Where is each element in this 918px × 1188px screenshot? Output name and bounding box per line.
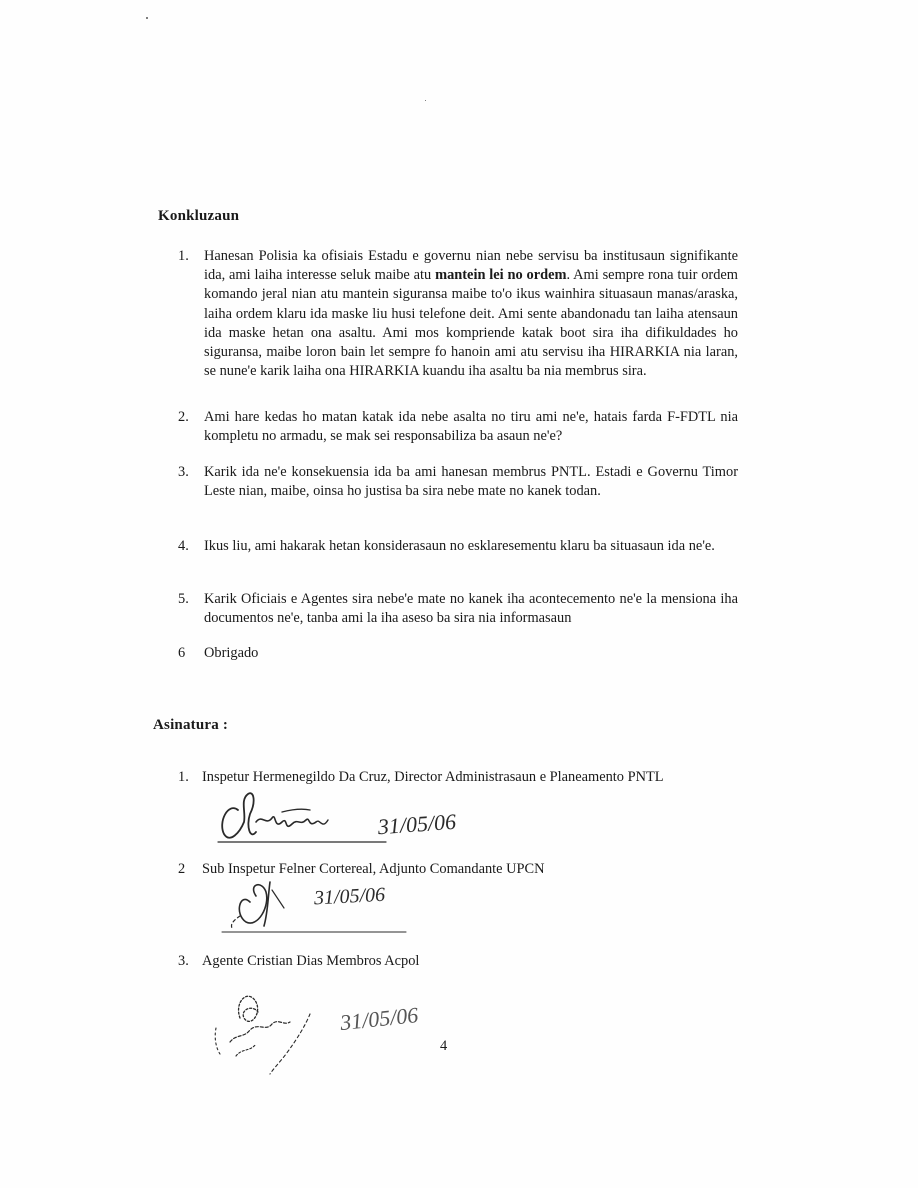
handwritten-signature — [210, 862, 470, 938]
signatory-number: 3. — [178, 953, 189, 969]
item-number: 4. — [178, 538, 189, 554]
emphasis-text: mantein lei no ordem — [435, 267, 567, 284]
signatures-heading: Asinatura : — [153, 717, 229, 733]
conclusion-item — [178, 247, 738, 381]
conclusion-item — [178, 463, 738, 501]
item-number: 2. — [178, 409, 189, 425]
item-text: Obrigado — [204, 645, 259, 661]
item-text: Karik ida ne'e konsekuensia ida ba ami hanesan membrus PNTL. Estadi e Governu Timor Leste nian, maibe, oinsa ho justisa ba sira nebe mate no kanek todan. — [204, 464, 738, 500]
signatory-number: 2 — [178, 861, 186, 877]
conclusion-item — [178, 590, 738, 628]
item-number: 6 — [178, 645, 186, 661]
item-number: 1. — [178, 248, 189, 264]
item-text: Karik Oficiais e Agentes sira nebe'e mate no kanek iha acontecemento ne'e la mensiona iha documentos ne'e, tanba ami la iha aseso ba sira nia informasaun — [204, 591, 738, 627]
handwritten-signature — [210, 782, 520, 852]
signature-date: 31/05/06 — [338, 1002, 420, 1036]
signature-date: 31/05/06 — [377, 808, 457, 840]
item-number: 3. — [178, 464, 189, 480]
signatory-line — [178, 952, 419, 971]
signatory-name: Agente Cristian Dias Membros Acpol — [202, 953, 420, 969]
item-text: Ami hare kedas ho matan katak ida nebe asalta no tiru ami ne'e, hatais farda F-FDTL nia kompletu no armadu, se mak sei responsabiliza ba asaun ne'e? — [204, 409, 738, 445]
page-number: 4 — [440, 1038, 448, 1054]
scan-speck — [146, 17, 148, 19]
conclusion-heading: Konkluzaun — [158, 208, 240, 224]
item-number: 5. — [178, 591, 189, 607]
signatory-name: Inspetur Hermenegildo Da Cruz, Director Administrasaun e Planeamento PNTL — [202, 769, 664, 785]
handwritten-signature — [200, 978, 490, 1078]
signatory-name: Sub Inspetur Felner Cortereal, Adjunto Comandante UPCN — [202, 861, 545, 877]
signature-date: 31/05/06 — [313, 883, 386, 910]
item-text: Ikus liu, ami hakarak hetan konsiderasaun no esklaresementu klaru ba situasaun ida ne'e. — [204, 538, 715, 554]
conclusion-item — [178, 644, 738, 663]
conclusion-item — [178, 537, 738, 556]
scan-speck — [425, 100, 426, 101]
conclusion-item — [178, 408, 738, 446]
signatory-number: 1. — [178, 769, 189, 785]
item-text: Hanesan Polisia ka ofisiais Estadu e governu nian nebe servisu ba institusaun signifikante ida, ami laiha interesse seluk maibe atu mantein lei no ordem. Ami sempre rona tuir ordem komando jeral nian atu mantein siguransa maibe to'o ikus wainhira situasaun manas/araska, laiha ordem klaru ida maske liu husi telefone deit. Ami sente abandonadu tan laiha atensaun ida maske hetan ona asaltu. Ami mos kompriende katak boot sira iha difikuldades ho siguransa, maibe loron bain let sempre fo hanoin ami atu servisu iha HIRARKIA nia laran, se nune'e karik laiha ona HIRARKIA kuandu iha asaltu ba nia membrus sira. — [204, 248, 738, 380]
